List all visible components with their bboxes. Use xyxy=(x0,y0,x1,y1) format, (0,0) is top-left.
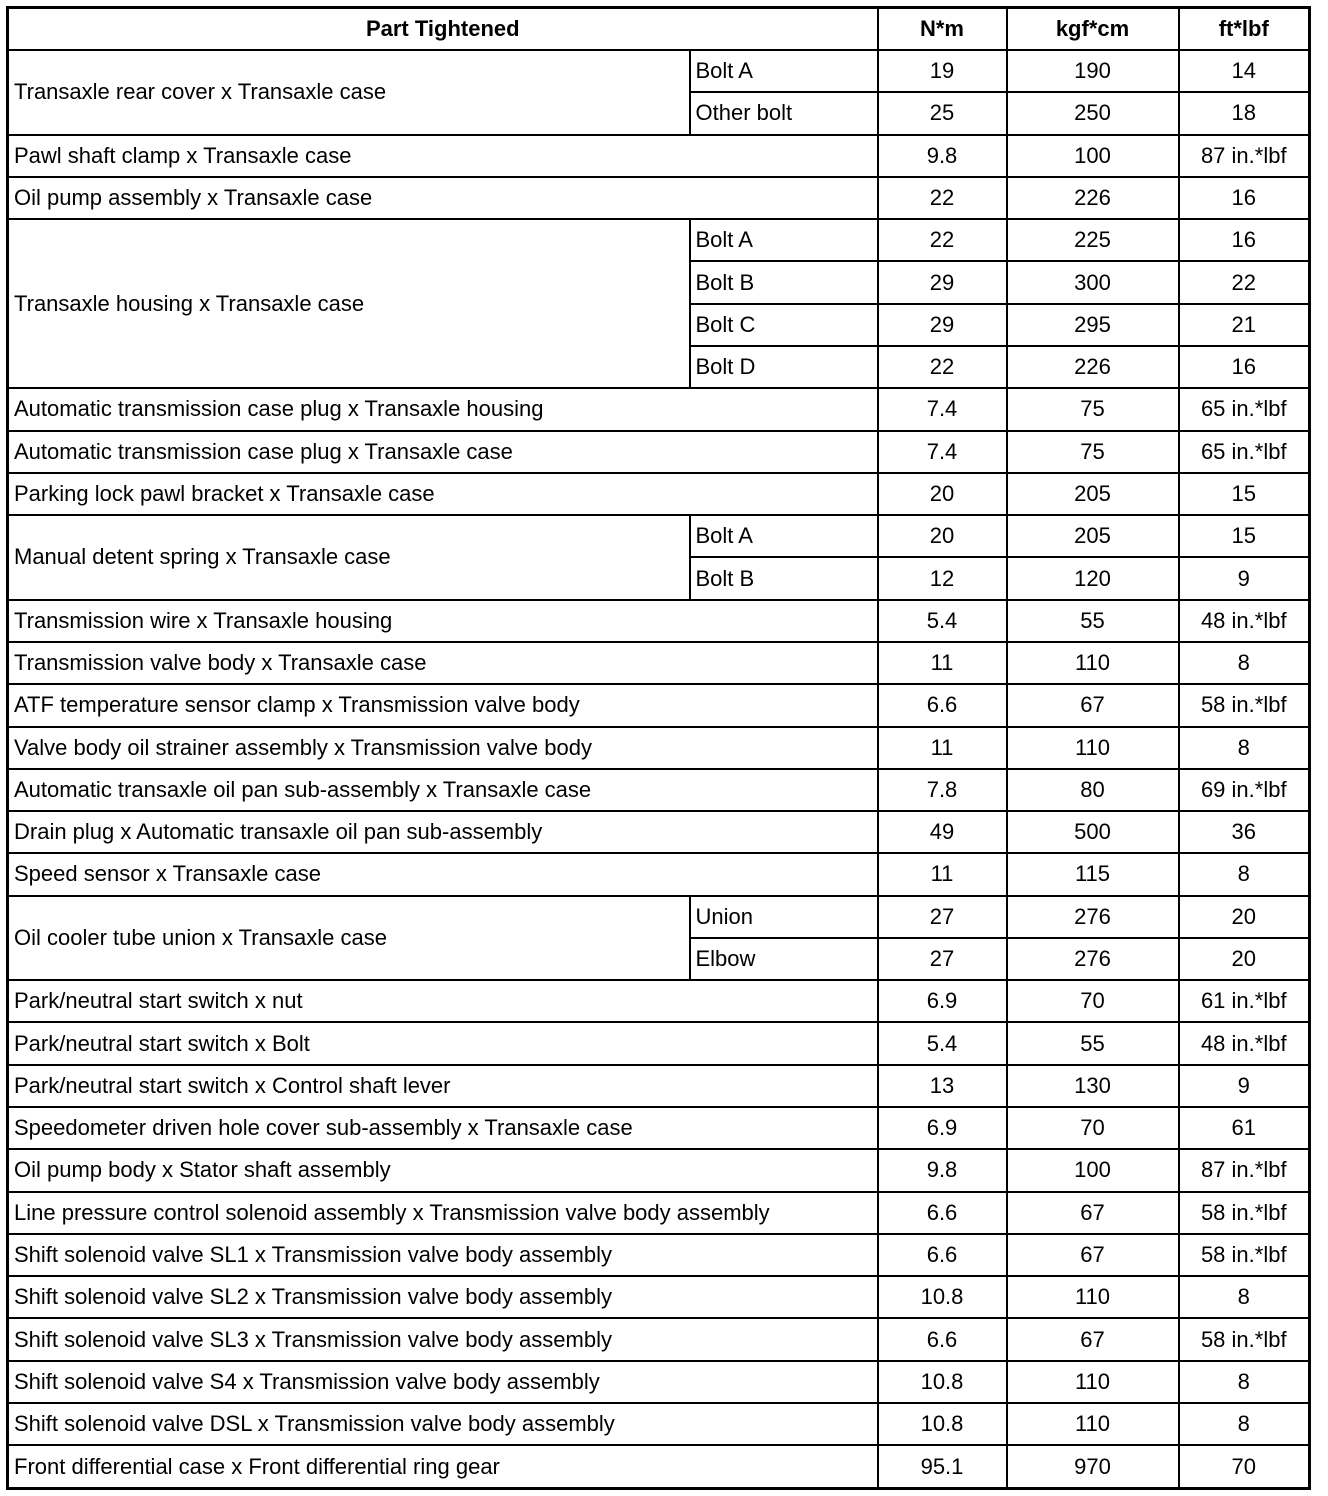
part-name-cell: Oil pump assembly x Transaxle case xyxy=(8,177,878,219)
torque-ftlbf-cell: 8 xyxy=(1179,853,1310,895)
part-name-cell: Automatic transmission case plug x Transaxle housing xyxy=(8,388,878,430)
torque-nm-cell: 5.4 xyxy=(878,1022,1007,1064)
torque-ftlbf-cell: 16 xyxy=(1179,219,1310,261)
torque-ftlbf-cell: 69 in.*lbf xyxy=(1179,769,1310,811)
header-kgfcm: kgf*cm xyxy=(1007,8,1179,51)
part-name-cell: ATF temperature sensor clamp x Transmission valve body xyxy=(8,684,878,726)
fastener-label-cell: Bolt B xyxy=(690,261,878,303)
torque-kgfcm-cell: 205 xyxy=(1007,473,1179,515)
torque-kgfcm-cell: 130 xyxy=(1007,1065,1179,1107)
fastener-label-cell: Other bolt xyxy=(690,92,878,134)
torque-kgfcm-cell: 75 xyxy=(1007,431,1179,473)
torque-nm-cell: 6.6 xyxy=(878,1234,1007,1276)
torque-nm-cell: 95.1 xyxy=(878,1445,1007,1488)
part-name-cell: Shift solenoid valve SL1 x Transmission valve body assembly xyxy=(8,1234,878,1276)
torque-nm-cell: 22 xyxy=(878,346,1007,388)
table-row xyxy=(8,388,1310,430)
torque-ftlbf-cell: 8 xyxy=(1179,1361,1310,1403)
torque-nm-cell: 9.8 xyxy=(878,1149,1007,1191)
table-row xyxy=(8,1065,1310,1107)
table-row xyxy=(8,50,1310,92)
torque-kgfcm-cell: 67 xyxy=(1007,1318,1179,1360)
torque-kgfcm-cell: 115 xyxy=(1007,853,1179,895)
table-row xyxy=(8,473,1310,515)
torque-kgfcm-cell: 225 xyxy=(1007,219,1179,261)
torque-nm-cell: 7.8 xyxy=(878,769,1007,811)
table-row xyxy=(8,515,1310,557)
part-name-cell: Drain plug x Automatic transaxle oil pan sub-assembly xyxy=(8,811,878,853)
table-row xyxy=(8,1276,1310,1318)
part-name-cell: Line pressure control solenoid assembly x Transmission valve body assembly xyxy=(8,1192,878,1234)
torque-kgfcm-cell: 970 xyxy=(1007,1445,1179,1488)
fastener-label-cell: Bolt C xyxy=(690,304,878,346)
torque-nm-cell: 29 xyxy=(878,261,1007,303)
torque-ftlbf-cell: 61 xyxy=(1179,1107,1310,1149)
table-row xyxy=(8,642,1310,684)
torque-kgfcm-cell: 55 xyxy=(1007,600,1179,642)
torque-nm-cell: 27 xyxy=(878,938,1007,980)
part-name-cell: Automatic transmission case plug x Transaxle case xyxy=(8,431,878,473)
part-name-cell: Park/neutral start switch x Bolt xyxy=(8,1022,878,1064)
torque-nm-cell: 10.8 xyxy=(878,1276,1007,1318)
fastener-label-cell: Bolt D xyxy=(690,346,878,388)
table-row xyxy=(8,1192,1310,1234)
table-row xyxy=(8,727,1310,769)
table-row xyxy=(8,600,1310,642)
torque-ftlbf-cell: 8 xyxy=(1179,1403,1310,1445)
part-name-cell: Shift solenoid valve S4 x Transmission valve body assembly xyxy=(8,1361,878,1403)
torque-ftlbf-cell: 65 in.*lbf xyxy=(1179,388,1310,430)
part-name-cell: Manual detent spring x Transaxle case xyxy=(8,515,690,600)
fastener-label-cell: Bolt A xyxy=(690,219,878,261)
torque-ftlbf-cell: 22 xyxy=(1179,261,1310,303)
table-row xyxy=(8,1445,1310,1488)
torque-kgfcm-cell: 55 xyxy=(1007,1022,1179,1064)
torque-nm-cell: 10.8 xyxy=(878,1403,1007,1445)
table-row xyxy=(8,853,1310,895)
torque-nm-cell: 29 xyxy=(878,304,1007,346)
torque-nm-cell: 6.6 xyxy=(878,1192,1007,1234)
part-name-cell: Oil cooler tube union x Transaxle case xyxy=(8,896,690,981)
torque-ftlbf-cell: 9 xyxy=(1179,557,1310,599)
torque-nm-cell: 7.4 xyxy=(878,431,1007,473)
torque-ftlbf-cell: 36 xyxy=(1179,811,1310,853)
part-name-cell: Shift solenoid valve SL2 x Transmission valve body assembly xyxy=(8,1276,878,1318)
table-row xyxy=(8,1107,1310,1149)
fastener-label-cell: Bolt B xyxy=(690,557,878,599)
torque-kgfcm-cell: 276 xyxy=(1007,938,1179,980)
torque-kgfcm-cell: 100 xyxy=(1007,135,1179,177)
part-name-cell: Parking lock pawl bracket x Transaxle case xyxy=(8,473,878,515)
torque-ftlbf-cell: 58 in.*lbf xyxy=(1179,684,1310,726)
table-row xyxy=(8,219,1310,261)
part-name-cell: Transmission valve body x Transaxle case xyxy=(8,642,878,684)
table-row xyxy=(8,896,1310,938)
torque-nm-cell: 12 xyxy=(878,557,1007,599)
part-name-cell: Front differential case x Front differential ring gear xyxy=(8,1445,878,1488)
header-part-tightened: Part Tightened xyxy=(8,8,878,51)
part-name-cell: Speed sensor x Transaxle case xyxy=(8,853,878,895)
torque-kgfcm-cell: 110 xyxy=(1007,1403,1179,1445)
header-ftlbf: ft*lbf xyxy=(1179,8,1310,51)
torque-nm-cell: 11 xyxy=(878,642,1007,684)
torque-ftlbf-cell: 58 in.*lbf xyxy=(1179,1234,1310,1276)
torque-ftlbf-cell: 8 xyxy=(1179,727,1310,769)
table-row xyxy=(8,811,1310,853)
torque-nm-cell: 25 xyxy=(878,92,1007,134)
torque-ftlbf-cell: 8 xyxy=(1179,642,1310,684)
table-row xyxy=(8,1403,1310,1445)
torque-ftlbf-cell: 8 xyxy=(1179,1276,1310,1318)
torque-kgfcm-cell: 500 xyxy=(1007,811,1179,853)
part-name-cell: Speedometer driven hole cover sub-assembly x Transaxle case xyxy=(8,1107,878,1149)
table-body xyxy=(8,50,1310,1489)
table-row xyxy=(8,1149,1310,1191)
torque-nm-cell: 6.6 xyxy=(878,1318,1007,1360)
table-row xyxy=(8,684,1310,726)
torque-ftlbf-cell: 21 xyxy=(1179,304,1310,346)
torque-ftlbf-cell: 16 xyxy=(1179,346,1310,388)
fastener-label-cell: Union xyxy=(690,896,878,938)
torque-kgfcm-cell: 226 xyxy=(1007,177,1179,219)
table-row xyxy=(8,135,1310,177)
torque-ftlbf-cell: 15 xyxy=(1179,473,1310,515)
part-name-cell: Park/neutral start switch x Control shaft lever xyxy=(8,1065,878,1107)
torque-ftlbf-cell: 15 xyxy=(1179,515,1310,557)
torque-kgfcm-cell: 70 xyxy=(1007,1107,1179,1149)
torque-nm-cell: 22 xyxy=(878,177,1007,219)
torque-ftlbf-cell: 16 xyxy=(1179,177,1310,219)
torque-nm-cell: 27 xyxy=(878,896,1007,938)
torque-nm-cell: 6.9 xyxy=(878,1107,1007,1149)
part-name-cell: Park/neutral start switch x nut xyxy=(8,980,878,1022)
torque-nm-cell: 6.6 xyxy=(878,684,1007,726)
part-name-cell: Automatic transaxle oil pan sub-assembly x Transaxle case xyxy=(8,769,878,811)
torque-kgfcm-cell: 110 xyxy=(1007,642,1179,684)
header-row xyxy=(8,8,1310,51)
torque-ftlbf-cell: 20 xyxy=(1179,938,1310,980)
torque-ftlbf-cell: 61 in.*lbf xyxy=(1179,980,1310,1022)
torque-nm-cell: 11 xyxy=(878,727,1007,769)
part-name-cell: Pawl shaft clamp x Transaxle case xyxy=(8,135,878,177)
torque-nm-cell: 10.8 xyxy=(878,1361,1007,1403)
torque-ftlbf-cell: 48 in.*lbf xyxy=(1179,1022,1310,1064)
torque-ftlbf-cell: 9 xyxy=(1179,1065,1310,1107)
torque-nm-cell: 5.4 xyxy=(878,600,1007,642)
part-name-cell: Shift solenoid valve SL3 x Transmission valve body assembly xyxy=(8,1318,878,1360)
torque-nm-cell: 6.9 xyxy=(878,980,1007,1022)
torque-nm-cell: 9.8 xyxy=(878,135,1007,177)
torque-kgfcm-cell: 250 xyxy=(1007,92,1179,134)
torque-nm-cell: 13 xyxy=(878,1065,1007,1107)
torque-nm-cell: 20 xyxy=(878,515,1007,557)
torque-kgfcm-cell: 67 xyxy=(1007,684,1179,726)
table-row xyxy=(8,431,1310,473)
torque-kgfcm-cell: 120 xyxy=(1007,557,1179,599)
torque-kgfcm-cell: 110 xyxy=(1007,1361,1179,1403)
torque-kgfcm-cell: 300 xyxy=(1007,261,1179,303)
torque-ftlbf-cell: 48 in.*lbf xyxy=(1179,600,1310,642)
torque-kgfcm-cell: 67 xyxy=(1007,1234,1179,1276)
torque-kgfcm-cell: 100 xyxy=(1007,1149,1179,1191)
table-row xyxy=(8,1318,1310,1360)
torque-ftlbf-cell: 58 in.*lbf xyxy=(1179,1192,1310,1234)
torque-ftlbf-cell: 87 in.*lbf xyxy=(1179,1149,1310,1191)
torque-spec-table xyxy=(6,6,1311,1490)
torque-kgfcm-cell: 67 xyxy=(1007,1192,1179,1234)
table-row xyxy=(8,769,1310,811)
torque-nm-cell: 20 xyxy=(878,473,1007,515)
torque-ftlbf-cell: 58 in.*lbf xyxy=(1179,1318,1310,1360)
torque-ftlbf-cell: 70 xyxy=(1179,1445,1310,1488)
table-row xyxy=(8,177,1310,219)
torque-kgfcm-cell: 276 xyxy=(1007,896,1179,938)
part-name-cell: Oil pump body x Stator shaft assembly xyxy=(8,1149,878,1191)
torque-nm-cell: 7.4 xyxy=(878,388,1007,430)
part-name-cell: Transmission wire x Transaxle housing xyxy=(8,600,878,642)
torque-kgfcm-cell: 295 xyxy=(1007,304,1179,346)
torque-ftlbf-cell: 20 xyxy=(1179,896,1310,938)
torque-nm-cell: 22 xyxy=(878,219,1007,261)
torque-nm-cell: 11 xyxy=(878,853,1007,895)
torque-kgfcm-cell: 226 xyxy=(1007,346,1179,388)
table-row xyxy=(8,1022,1310,1064)
fastener-label-cell: Elbow xyxy=(690,938,878,980)
torque-kgfcm-cell: 110 xyxy=(1007,727,1179,769)
torque-kgfcm-cell: 205 xyxy=(1007,515,1179,557)
part-name-cell: Valve body oil strainer assembly x Transmission valve body xyxy=(8,727,878,769)
fastener-label-cell: Bolt A xyxy=(690,50,878,92)
torque-kgfcm-cell: 80 xyxy=(1007,769,1179,811)
torque-ftlbf-cell: 18 xyxy=(1179,92,1310,134)
table-row xyxy=(8,1234,1310,1276)
part-name-cell: Shift solenoid valve DSL x Transmission valve body assembly xyxy=(8,1403,878,1445)
torque-ftlbf-cell: 14 xyxy=(1179,50,1310,92)
table-row xyxy=(8,980,1310,1022)
torque-ftlbf-cell: 65 in.*lbf xyxy=(1179,431,1310,473)
torque-kgfcm-cell: 190 xyxy=(1007,50,1179,92)
fastener-label-cell: Bolt A xyxy=(690,515,878,557)
torque-ftlbf-cell: 87 in.*lbf xyxy=(1179,135,1310,177)
torque-nm-cell: 49 xyxy=(878,811,1007,853)
part-name-cell: Transaxle rear cover x Transaxle case xyxy=(8,50,690,135)
torque-nm-cell: 19 xyxy=(878,50,1007,92)
table-row xyxy=(8,1361,1310,1403)
header-nm: N*m xyxy=(878,8,1007,51)
torque-kgfcm-cell: 75 xyxy=(1007,388,1179,430)
part-name-cell: Transaxle housing x Transaxle case xyxy=(8,219,690,388)
torque-kgfcm-cell: 70 xyxy=(1007,980,1179,1022)
torque-kgfcm-cell: 110 xyxy=(1007,1276,1179,1318)
